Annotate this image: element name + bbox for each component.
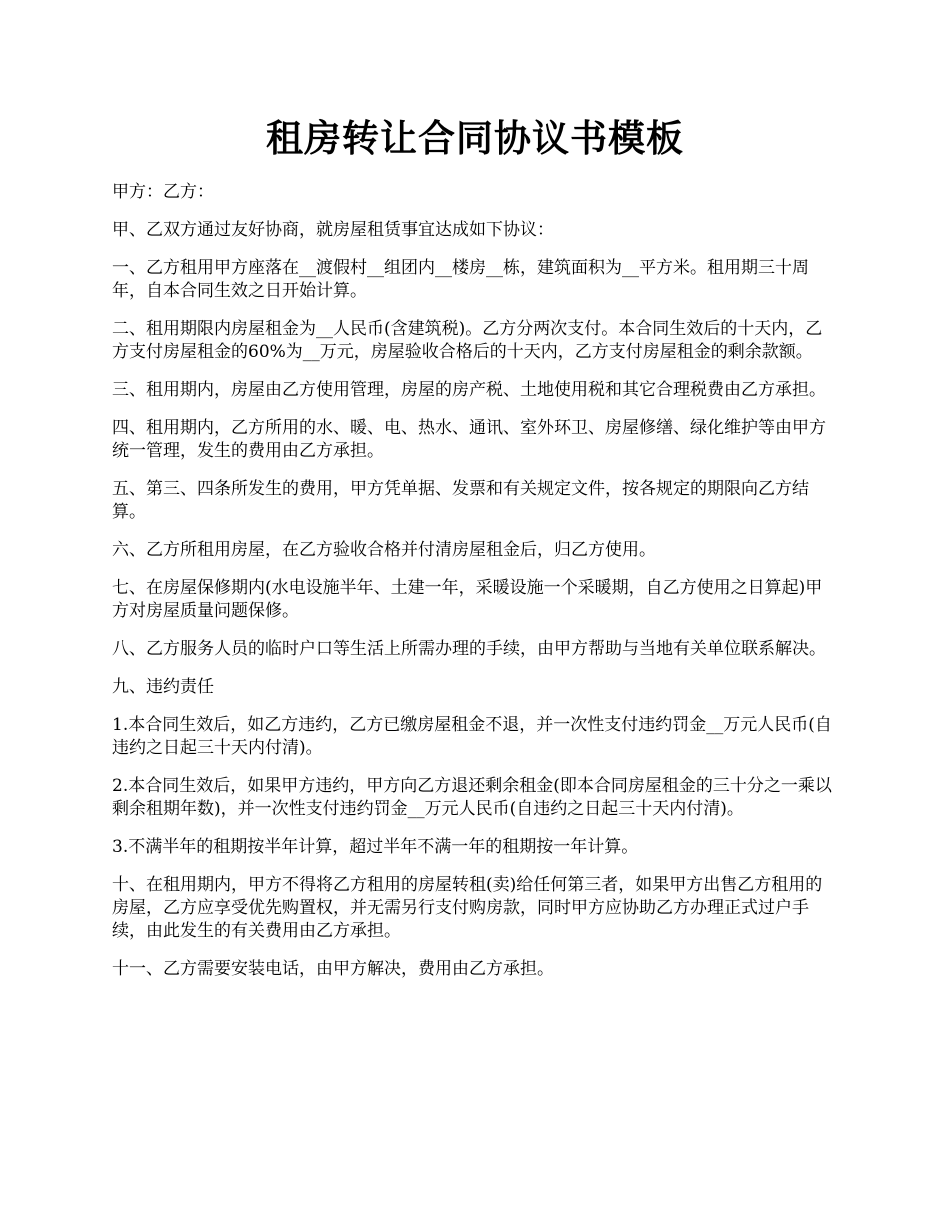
clause-1: 一、乙方租用甲方座落在__渡假村__组团内__楼房__栋，建筑面积为__平方米。租用期三十周年，自本合同生效之日开始计算。 xyxy=(112,258,809,301)
clause-9-item-2: 2.本合同生效后，如果甲方违约，甲方向乙方退还剩余租金(即本合同房屋租金的三十分之一乘以剩余租期年数)，并一次性支付违约罚金__万元人民币(自违约之日起三十天内付清)。 xyxy=(112,776,832,819)
party-line: 甲方：乙方： xyxy=(112,182,214,202)
clause-2: 二、租用期限内房屋租金为__人民币(含建筑税)。乙方分两次支付。本合同生效后的十天内，乙方支付房屋租金的60%为__万元，房屋验收合格后的十天内，乙方支付房屋租金的剩余款额。 xyxy=(112,319,823,362)
clause-3: 三、租用期内，房屋由乙方使用管理，房屋的房产税、土地使用税和其它合理税费由乙方承担。 xyxy=(112,380,826,400)
document-title: 租房转让合同协议书模板 xyxy=(266,116,684,160)
clause-8: 八、乙方服务人员的临时户口等生活上所需办理的手续，由甲方帮助与当地有关单位联系解决。 xyxy=(112,639,826,659)
clause-5: 五、第三、四条所发生的费用，甲方凭单据、发票和有关规定文件，按各规定的期限向乙方结算。 xyxy=(112,479,809,522)
clause-10: 十、在租用期内，甲方不得将乙方租用的房屋转租(卖)给任何第三者，如果甲方出售乙方租用的房屋，乙方应享受优先购置权，并无需另行支付购房款，同时甲方应协助乙方办理正式过户手续，由此发生的有关费用由乙方承担。 xyxy=(112,875,823,941)
preamble: 甲、乙双方通过友好协商，就房屋租赁事宜达成如下协议： xyxy=(112,220,554,240)
clause-9-heading: 九、违约责任 xyxy=(112,677,214,697)
clause-11: 十一、乙方需要安装电话，由甲方解决，费用由乙方承担。 xyxy=(112,959,554,979)
clause-4: 四、租用期内，乙方所用的水、暖、电、热水、通讯、室外环卫、房屋修缮、绿化维护等由甲方统一管理，发生的费用由乙方承担。 xyxy=(112,418,826,461)
document-body xyxy=(112,181,838,981)
clause-9-item-1: 1.本合同生效后，如乙方违约，乙方已缴房屋租金不退，并一次性支付违约罚金__万元人民币(自违约之日起三十天内付清)。 xyxy=(112,715,832,758)
clause-6: 六、乙方所租用房屋，在乙方验收合格并付清房屋租金后，归乙方使用。 xyxy=(112,540,656,560)
clause-7: 七、在房屋保修期内(水电设施半年、土建一年，采暖设施一个采暖期，自乙方使用之日算起)甲方对房屋质量问题保修。 xyxy=(112,578,823,621)
clause-9-item-3: 3.不满半年的租期按半年计算，超过半年不满一年的租期按一年计算。 xyxy=(112,837,639,857)
